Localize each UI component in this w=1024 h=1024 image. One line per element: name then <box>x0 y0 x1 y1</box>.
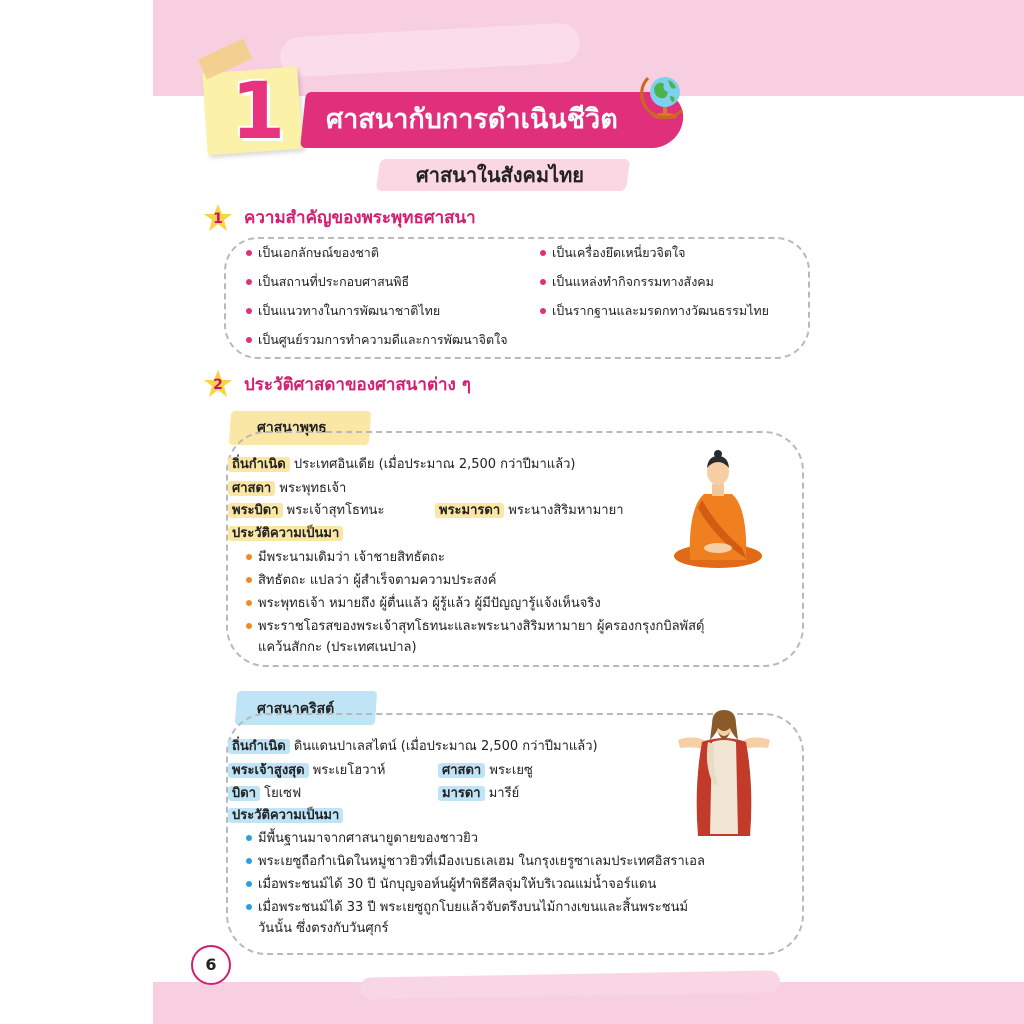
section-2-heading: ประวัติศาสดาของศาสนาต่าง ๆ <box>244 375 471 395</box>
buddhism-history-item: พระราชโอรสของพระเจ้าสุทโธทนะและพระนางสิริมหามายา ผู้ครองกรุงกบิลพัสดุ์ <box>246 618 705 636</box>
importance-item: เป็นเครื่องยึดเหนี่ยวจิตใจ <box>540 244 685 262</box>
chapter-number: 1 <box>230 67 286 157</box>
importance-item: เป็นแหล่งทำกิจกรรมทางสังคม <box>540 273 714 291</box>
christianity-god: พระเจ้าสูงสุด พระเยโฮวาห์ <box>228 761 385 781</box>
christianity-history-item: เมื่อพระชนม์ได้ 33 ปี พระเยซูถูกโบยแล้วจับตรึงบนไม้กางเขนและสิ้นพระชนม์ <box>246 899 688 917</box>
buddhism-history-item: พระพุทธเจ้า หมายถึง ผู้ตื่นแล้ว ผู้รู้แล้ว ผู้มีปัญญารู้แจ้งเห็นจริง <box>246 595 601 613</box>
globe-icon <box>640 70 690 120</box>
buddhism-father: พระบิดา พระเจ้าสุทโธทนะ <box>228 501 384 521</box>
buddhism-tag: ศาสนาพุทธ <box>257 420 327 436</box>
importance-item: เป็นศูนย์รวมการทำความดีและการพัฒนาจิตใจ <box>246 331 508 349</box>
page-number: 6 <box>205 955 217 974</box>
section-2-number: 2 <box>213 377 223 393</box>
buddhism-prophet: ศาสดา พระพุทธเจ้า <box>228 479 346 499</box>
buddhism-history-item: สิทธัตถะ แปลว่า ผู้สำเร็จตามความประสงค์ <box>246 572 496 590</box>
importance-item: เป็นเอกลักษณ์ของชาติ <box>246 244 379 262</box>
section-1-number: 1 <box>213 211 223 227</box>
buddhism-origin: ถิ่นกำเนิด ประเทศอินเดีย (เมื่อประมาณ 2,500 กว่าปีมาแล้ว) <box>228 455 575 475</box>
christianity-history-label: ประวัติความเป็นมา <box>228 806 343 826</box>
importance-item: เป็นสถานที่ประกอบศาสนพิธี <box>246 273 409 291</box>
section-1-heading: ความสำคัญของพระพุทธศาสนา <box>244 208 476 228</box>
christianity-tag: ศาสนาคริสต์ <box>257 701 335 717</box>
christianity-history-item: พระเยซูถือกำเนิดในหมู่ชาวยิวที่เมืองเบธเลเฮม ในกรุงเยรูซาเลมประเทศอิสราเอล <box>246 853 705 871</box>
buddhism-history-item-cont: แคว้นสักกะ (ประเทศเนปาล) <box>258 640 417 655</box>
christianity-origin: ถิ่นกำเนิด ดินแดนปาเลสไตน์ (เมื่อประมาณ 2,500 กว่าปีมาแล้ว) <box>228 737 598 757</box>
christianity-mother: มารดา มารีย์ <box>438 784 519 804</box>
buddhism-history-label: ประวัติความเป็นมา <box>228 524 343 544</box>
chapter-title: ศาสนากับการดำเนินชีวิต <box>326 104 618 135</box>
importance-item: เป็นแนวทางในการพัฒนาชาติไทย <box>246 302 440 320</box>
buddhism-mother: พระมารดา พระนางสิริมหามายา <box>435 501 624 521</box>
christianity-history-item-cont: วันนั้น ซึ่งตรงกับวันศุกร์ <box>258 921 389 936</box>
buddhism-history-item: มีพระนามเดิมว่า เจ้าชายสิทธัตถะ <box>246 549 445 567</box>
christianity-history-item: เมื่อพระชนม์ได้ 30 ปี นักบุญจอห์นผู้ทำพิธีศีลจุ่มให้บริเวณแม่น้ำจอร์แดน <box>246 876 656 894</box>
christianity-prophet: ศาสดา พระเยซู <box>438 761 533 781</box>
section-subtitle: ศาสนาในสังคมไทย <box>416 163 584 187</box>
jesus-illustration <box>674 706 774 838</box>
importance-item: เป็นรากฐานและมรดกทางวัฒนธรรมไทย <box>540 302 769 320</box>
buddha-illustration <box>672 448 764 570</box>
christianity-history-item: มีพื้นฐานมาจากศาสนายูดายของชาวยิว <box>246 830 478 848</box>
christianity-father: บิดา โยเซฟ <box>228 784 301 804</box>
